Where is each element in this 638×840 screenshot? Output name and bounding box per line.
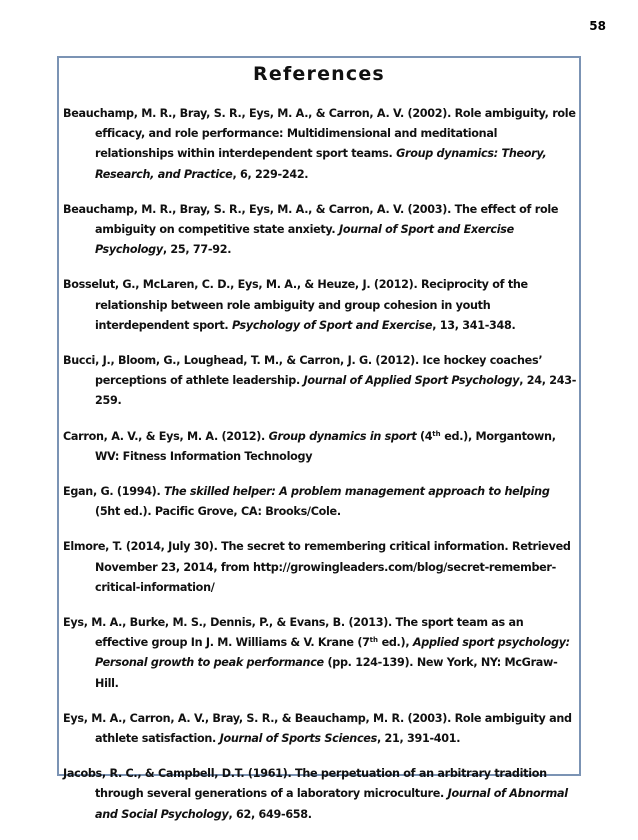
reference-item: [63, 482, 578, 522]
reference-details: , 24, 243-259.: [95, 374, 577, 408]
reference-item: [63, 709, 578, 749]
reference-details: (4: [416, 429, 433, 443]
reference-text: Bosselut, G., McLaren, C. D., Eys, M. A., & Heuze, J. (2012). Reciprocity of the relationship between role ambiguity and group cohesion in youth interdependent sport.: [63, 278, 528, 332]
reference-item: [63, 613, 578, 694]
reference-text: Beauchamp, M. R., Bray, S. R., Eys, M. A., & Carron, A. V. (2003). The effect of role ambiguity on competitive state anxiety.: [63, 202, 559, 237]
reference-text: Bucci, J., Bloom, G., Loughead, T. M., & Carron, J. G. (2012). Ice hockey coaches’ perceptions of athlete leadership.: [63, 354, 543, 388]
superscript: th: [369, 636, 378, 645]
page-title: References: [253, 63, 385, 85]
reference-source: Journal of Applied Sport Psychology: [303, 374, 520, 388]
reference-source: Applied sport psychology: Personal growth to peak performance: [95, 636, 570, 670]
reference-source: Group dynamics: Theory, Research, and Practice: [95, 147, 547, 181]
reference-details: , 62, 649-658.: [228, 807, 312, 821]
reference-item: [63, 351, 578, 412]
reference-text: Jacobs, R. C., & Campbell, D.T. (1961). The perpetuation of an arbitrary tradition through several generations of a laboratory microculture.: [63, 767, 547, 801]
reference-details: , 25, 77-92.: [162, 243, 232, 257]
reference-text: Carron, A. V., & Eys, M. A. (2012).: [63, 429, 269, 443]
reference-item: [63, 537, 578, 598]
reference-details: ed.), Morgantown, WV: Fitness Information Technology: [95, 429, 556, 463]
reference-source: Journal of Sports Sciences: [219, 732, 377, 746]
reference-item: [63, 275, 578, 336]
reference-source: Journal of Abnormal and Social Psychology: [95, 787, 568, 821]
reference-details: ed.),: [377, 636, 413, 650]
reference-details: , 13, 341-348.: [432, 318, 516, 332]
page-number: 58: [589, 19, 606, 33]
reference-text: Elmore, T. (2014, July 30). The secret to remembering critical information. Retrieved November 23, 2014, from http://growingleaders.com/blog/secret-remember-critical-information/: [63, 540, 571, 594]
reference-text: Beauchamp, M. R., Bray, S. R., Eys, M. A., & Carron, A. V. (2002). Role ambiguity, role efficacy, and role performance: Multidimensional and meditational relationships within interdependent sport teams.: [63, 107, 576, 161]
reference-item: [63, 427, 578, 467]
reference-list: [63, 104, 578, 840]
reference-source: Psychology of Sport and Exercise: [231, 318, 433, 332]
reference-item: [63, 764, 578, 825]
reference-text: Eys, M. A., Burke, M. S., Dennis, P., & Evans, B. (2013). The sport team as an effective group In J. M. Williams & V. Krane (7: [63, 616, 524, 650]
reference-source: Group dynamics in sport: [268, 429, 417, 443]
reference-details: , 6, 229-242.: [232, 167, 309, 181]
reference-text: Eys, M. A., Carron, A. V., Bray, S. R., & Beauchamp, M. R. (2003). Role ambiguity and athlete satisfaction.: [63, 711, 572, 746]
reference-details: (5ht ed.). Pacific Grove, CA: Brooks/Cole.: [95, 505, 341, 519]
reference-details: , 21, 391-401.: [376, 732, 461, 746]
reference-source: Journal of Sport and Exercise Psychology: [95, 223, 514, 257]
reference-item: [63, 104, 578, 185]
reference-item: [63, 200, 578, 261]
superscript: th: [432, 429, 441, 438]
reference-text: Egan, G. (1994).: [63, 485, 165, 499]
reference-details: (pp. 124-139). New York, NY: McGraw-Hill.: [95, 656, 558, 690]
reference-source: The skilled helper: A problem management approach to helping: [164, 485, 550, 499]
